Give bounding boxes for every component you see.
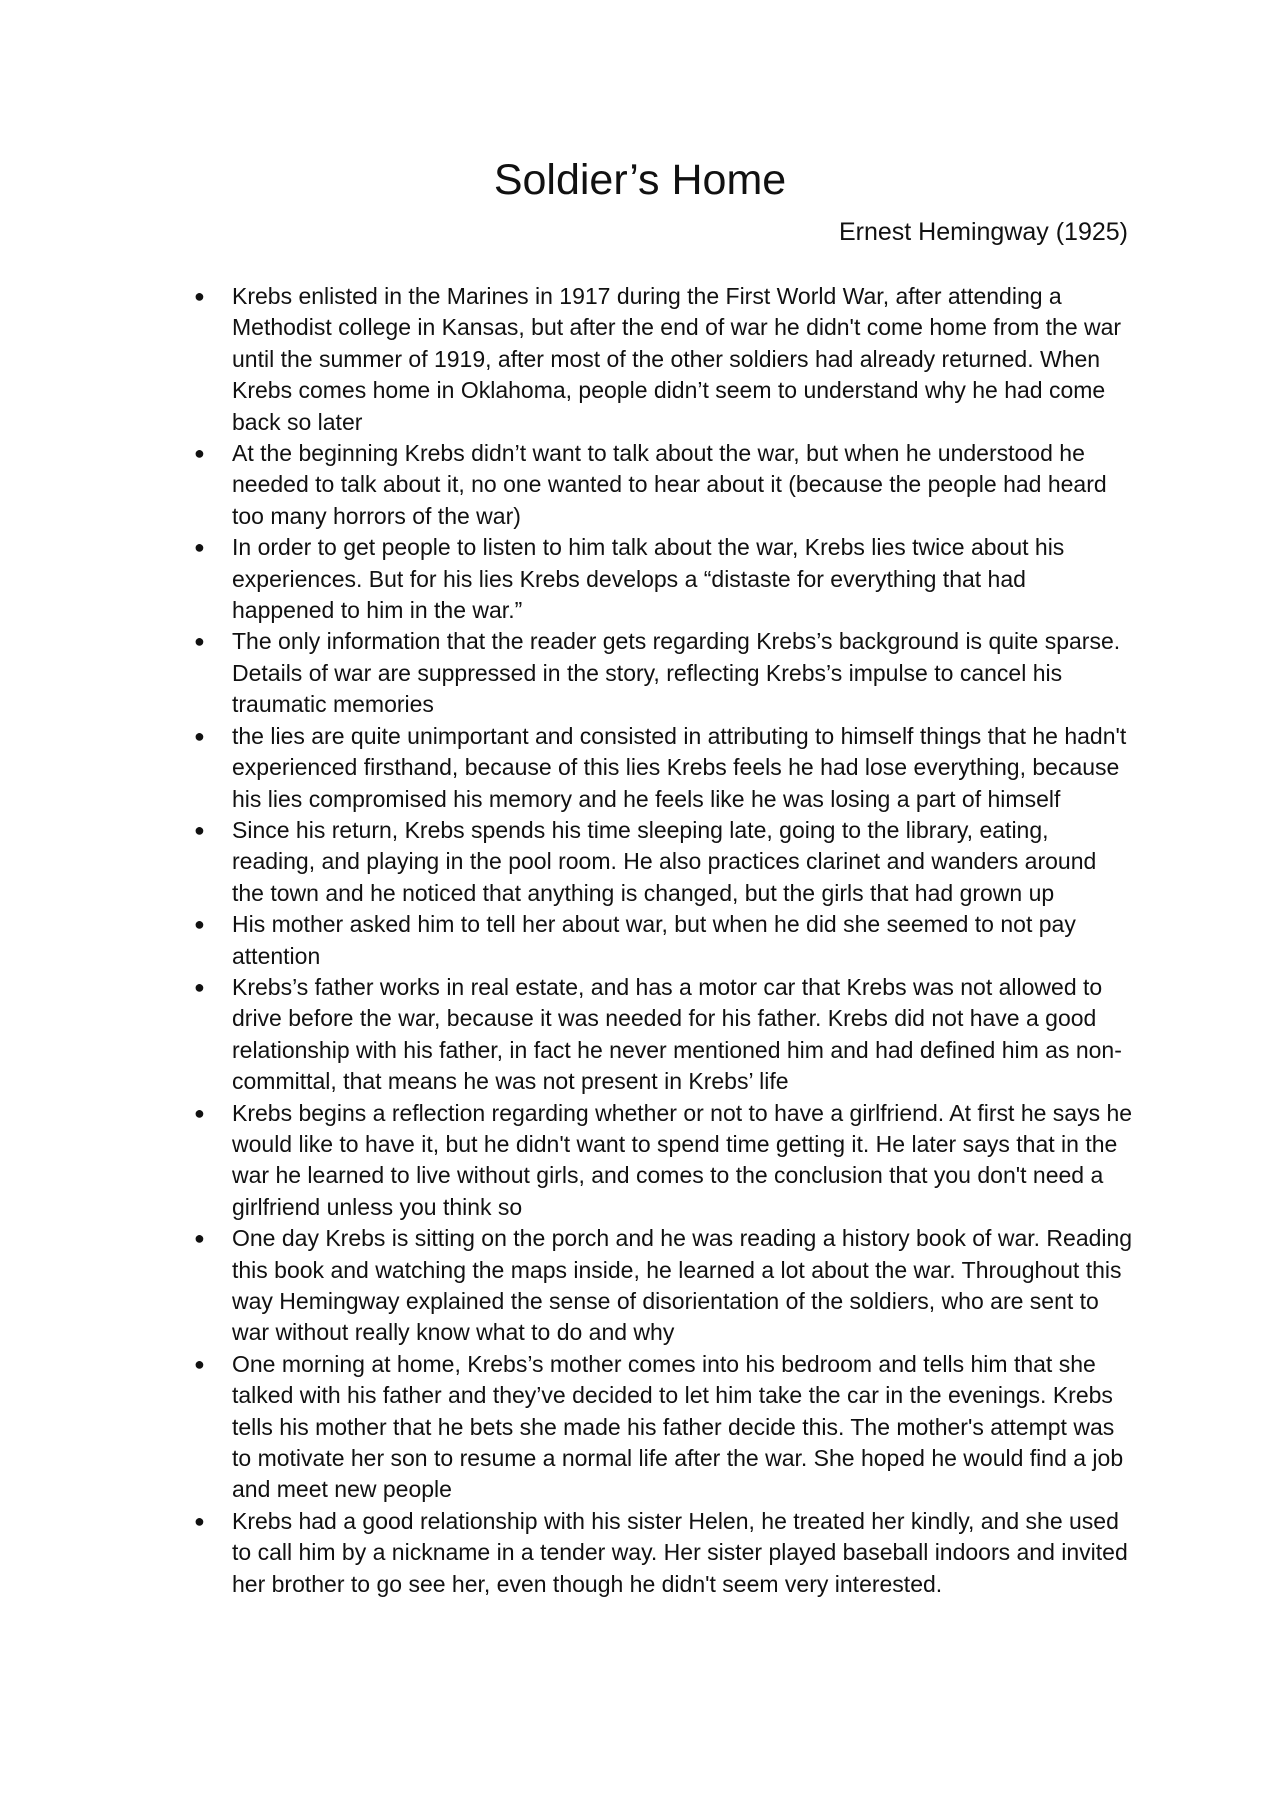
list-item xyxy=(194,626,1134,720)
list-item-text: Krebs had a good relationship with his sister Helen, he treated her kindly, and she used to call him by a nickname in a tender way. Her sister played baseball indoors and invited her brother to go see her, even though he didn't seem very interested. xyxy=(232,1507,1128,1597)
list-item xyxy=(194,721,1134,815)
list-item xyxy=(194,1098,1134,1224)
bullet-icon: ● xyxy=(194,976,205,997)
bullet-icon: ● xyxy=(194,443,205,464)
list-item xyxy=(194,815,1134,909)
bullet-icon: ● xyxy=(194,1353,205,1374)
list-item xyxy=(194,438,1134,532)
bullet-icon: ● xyxy=(194,537,205,558)
bullet-icon: ● xyxy=(194,1510,205,1531)
list-item xyxy=(194,1506,1134,1600)
list-item-text: One morning at home, Krebs’s mother comes into his bedroom and tells him that she talked with his father and they’ve decided to let him take the car in the evenings. Krebs tells his mother that he bets she made his father decide this. The mother's attempt was to motivate her son to resume a normal life after the war. She hoped he would find a job and meet new people xyxy=(232,1350,1124,1503)
bullet-list xyxy=(194,281,1134,1600)
list-item-text: At the beginning Krebs didn’t want to talk about the war, but when he understood he needed to talk about it, no one wanted to hear about it (because the people had heard too many horrors of the war) xyxy=(232,440,1107,529)
list-item xyxy=(194,281,1134,438)
list-item-text: One day Krebs is sitting on the porch and he was reading a history book of war. Reading this book and watching the maps inside, he learned a lot about the war. Throughout this way Hemingway explained the sense of disorientation of the soldiers, who are sent to war without really know what to do and why xyxy=(232,1225,1133,1346)
list-item-text: Krebs’s father works in real estate, and has a motor car that Krebs was not allowed to drive before the war, because it was needed for his father. Krebs did not have a good relationship with his father, in fact he never mentioned him and had defined him as non-committal, that means he was not present in Krebs’ life xyxy=(232,973,1122,1095)
list-item xyxy=(194,909,1134,972)
bullet-icon: ● xyxy=(194,725,205,746)
bullet-icon: ● xyxy=(194,1102,205,1123)
list-item-text: Since his return, Krebs spends his time sleeping late, going to the library, eating, reading, and playing in the pool room. He also practices clarinet and wanders around the town and he noticed that anything is changed, but the girls that had grown up xyxy=(232,816,1097,906)
bullet-icon: ● xyxy=(194,1228,205,1249)
list-item-text: The only information that the reader gets regarding Krebs’s background is quite sparse. Details of war are suppressed in the story, reflecting Krebs’s impulse to cancel his traumatic memories xyxy=(232,628,1121,718)
list-item-text: Krebs enlisted in the Marines in 1917 during the First World War, after attending a Methodist college in Kansas, but after the end of war he didn't come home from the war until the summer of 1919, after most of the other soldiers had already returned. When Krebs comes home in Oklahoma, people didn’t seem to understand why he had come back so later xyxy=(232,283,1122,435)
bullet-icon: ● xyxy=(194,914,205,935)
list-item-text: His mother asked him to tell her about war, but when he did she seemed to not pay attention xyxy=(232,911,1076,969)
list-item-text: Krebs begins a reflection regarding whether or not to have a girlfriend. At first he says he would like to have it, but he didn't want to spend time getting it. He later says that in the war he learned to live without girls, and comes to the conclusion that you don't need a girlfriend unless you think so xyxy=(232,1099,1133,1220)
list-item xyxy=(194,1349,1134,1506)
bullet-icon: ● xyxy=(194,819,205,840)
list-item-text: In order to get people to listen to him talk about the war, Krebs lies twice about his experiences. But for his lies Krebs develops a “distaste for everything that had happened to him in the war.” xyxy=(232,534,1065,624)
bullet-icon: ● xyxy=(194,286,205,306)
document-title: Soldier’s Home xyxy=(493,156,787,204)
document-author: Ernest Hemingway (1925) xyxy=(838,218,1128,246)
list-item xyxy=(194,1223,1134,1349)
list-item xyxy=(194,532,1134,626)
bullet-icon: ● xyxy=(194,631,205,652)
list-item xyxy=(194,972,1134,1098)
list-item-text: the lies are quite unimportant and consisted in attributing to himself things that he hadn't experienced firsthand, because of this lies Krebs feels he had lose everything, because his lies compromised his memory and he feels like he was losing a part of himself xyxy=(232,722,1127,812)
